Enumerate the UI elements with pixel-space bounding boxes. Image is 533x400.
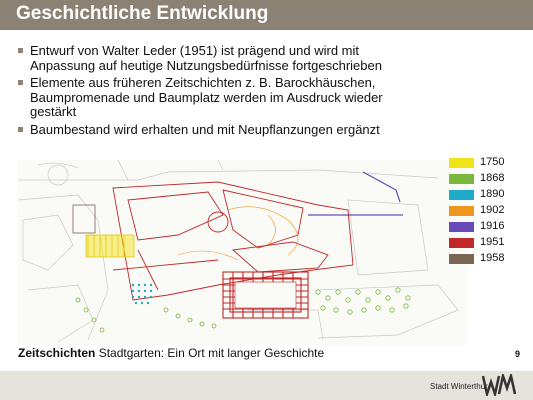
bullet-square-icon [18, 48, 23, 53]
winterthur-logo-icon [481, 374, 517, 396]
bullet-text: Entwurf von Walter Leder (1951) ist prägend und wird mit Anpassung auf heutige Nutzungsbedürfnisse fortgeschrieben [30, 43, 382, 73]
legend-year: 1916 [480, 220, 505, 232]
legend-item [449, 203, 529, 219]
legend-item [449, 155, 529, 171]
bullet-square-icon [18, 80, 23, 85]
bullet-item [18, 44, 418, 73]
legend-swatch [449, 238, 474, 248]
bullet-item [18, 76, 418, 120]
legend-year: 1890 [480, 188, 505, 200]
footer-bar [0, 371, 533, 400]
bullet-text: Elemente aus früheren Zeitschichten z. B. Barockhäuschen, Baumpromenade und Baumplatz werden im Ausdruck wieder gestärkt [30, 75, 383, 119]
legend-swatch [449, 174, 474, 184]
legend-swatch [449, 222, 474, 232]
figure-caption [18, 346, 324, 360]
map-legend [449, 155, 529, 267]
legend-year: 1958 [480, 252, 505, 264]
site-plan-map [18, 160, 468, 345]
legend-item [449, 251, 529, 267]
legend-swatch [449, 206, 474, 216]
legend-year: 1868 [480, 172, 505, 184]
slide-title: Geschichtliche Entwicklung [16, 3, 269, 24]
caption-bold: Zeitschichten [18, 346, 96, 360]
legend-item [449, 219, 529, 235]
title-bar [0, 0, 533, 30]
legend-swatch [449, 158, 474, 168]
legend-year: 1750 [480, 156, 505, 168]
legend-item [449, 235, 529, 251]
caption-text: Stadtgarten: Ein Ort mit langer Geschichte [95, 346, 325, 360]
legend-year: 1902 [480, 204, 505, 216]
legend-item [449, 171, 529, 187]
bullet-list [18, 44, 418, 140]
legend-swatch [449, 254, 474, 264]
legend-year: 1951 [480, 236, 505, 248]
bullet-square-icon [18, 127, 23, 132]
bullet-item [18, 123, 418, 138]
legend-swatch [449, 190, 474, 200]
footer-city-name: Stadt Winterthur [430, 382, 488, 391]
page-number: 9 [515, 349, 521, 359]
bullet-text: Baumbestand wird erhalten und mit Neupflanzungen ergänzt [30, 121, 380, 137]
legend-item [449, 187, 529, 203]
